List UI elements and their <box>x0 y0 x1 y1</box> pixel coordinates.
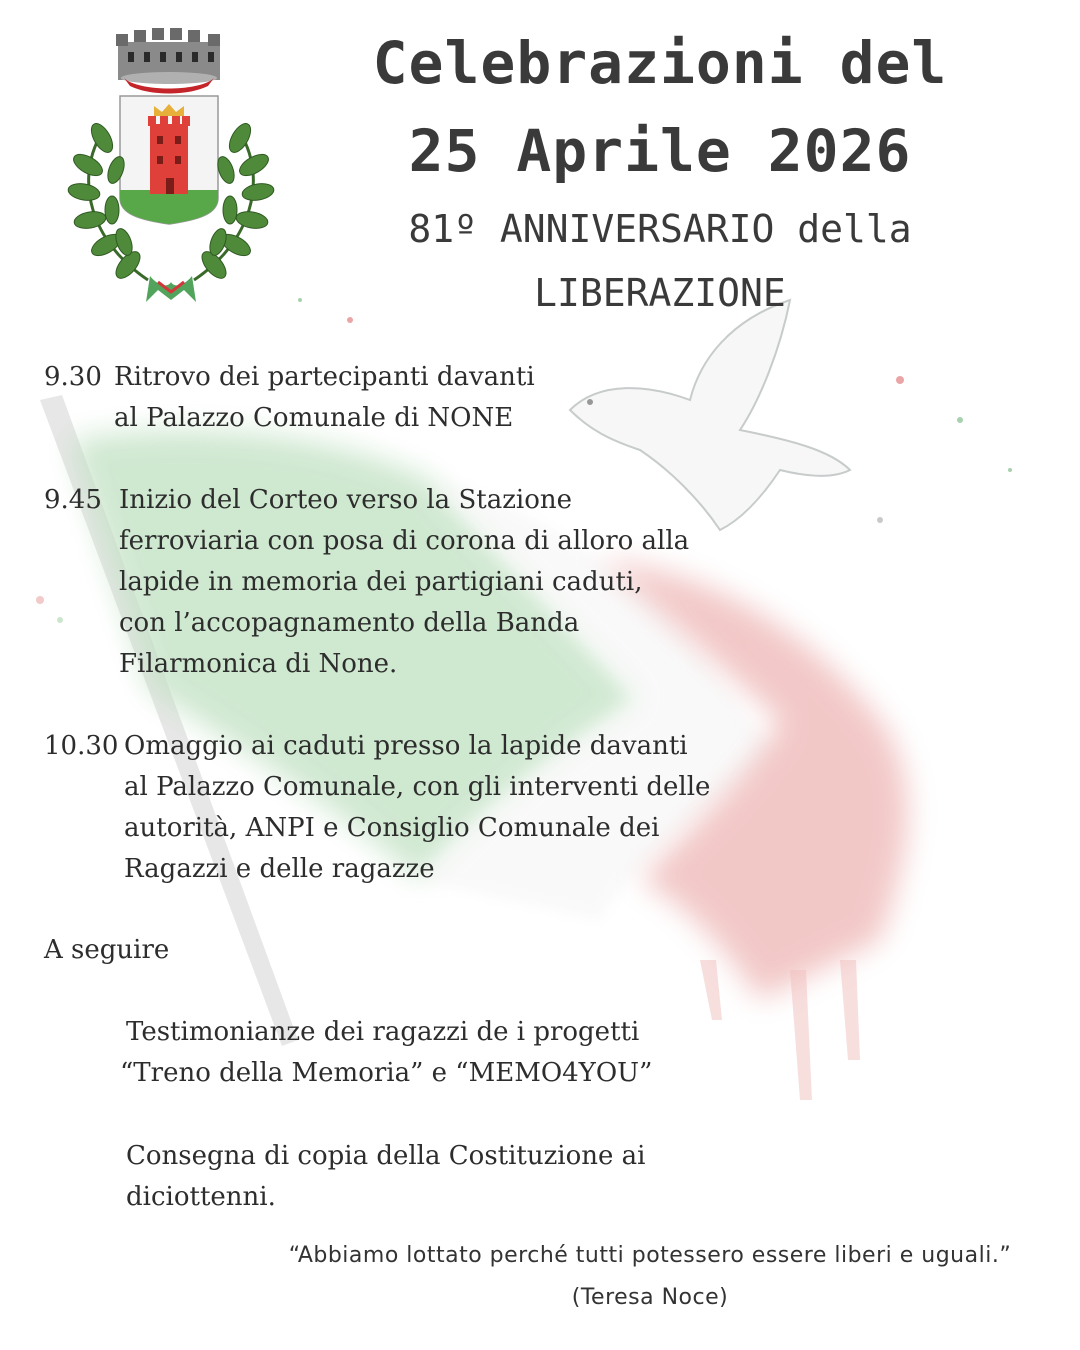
program-line: Filarmonica di None. <box>119 649 398 679</box>
page-title-line2: 25 Aprile 2026 <box>408 117 912 185</box>
following-item1-line2: “Treno della Memoria” e “MEMO4YOU” <box>120 1058 653 1088</box>
program-line: lapide in memoria dei partigiani caduti, <box>119 567 643 597</box>
program-line: al Palazzo Comunale, con gli interventi delle <box>124 772 711 802</box>
page-title-line1: Celebrazioni del <box>372 29 948 97</box>
following-item2-line2: diciottenni. <box>126 1182 276 1212</box>
subtitle-line1: 81º ANNIVERSARIO della <box>408 207 912 251</box>
program-time: 9.45 <box>44 485 102 515</box>
program-line: Ritrovo dei partecipanti davanti <box>114 362 535 392</box>
following-item1-line1: Testimonianze dei ragazzi de i progetti <box>126 1017 640 1047</box>
program-time: 9.30 <box>44 362 102 392</box>
program-line: Ragazzi e delle ragazze <box>124 854 435 884</box>
program-line: con l’accopagnamento della Banda <box>119 608 580 638</box>
subtitle-line2: LIBERAZIONE <box>534 271 786 315</box>
program-line: Omaggio ai caduti presso la lapide davanti <box>124 731 688 761</box>
crest-icon <box>58 20 284 310</box>
program-line: autorità, ANPI e Consiglio Comunale dei <box>124 813 660 843</box>
quote-author: (Teresa Noce) <box>571 1285 729 1310</box>
program-time: 10.30 <box>44 731 119 761</box>
following-item2-line1: Consegna di copia della Costituzione ai <box>126 1141 646 1171</box>
program-line: ferroviaria con posa di corona di alloro alla <box>119 526 690 556</box>
quote-text: “Abbiamo lottato perché tutti potessero essere liberi e uguali.” <box>288 1243 1012 1268</box>
following-heading: A seguire <box>44 935 170 965</box>
program-line: Inizio del Corteo verso la Stazione <box>119 485 573 515</box>
program-line: al Palazzo Comunale di NONE <box>114 403 514 433</box>
